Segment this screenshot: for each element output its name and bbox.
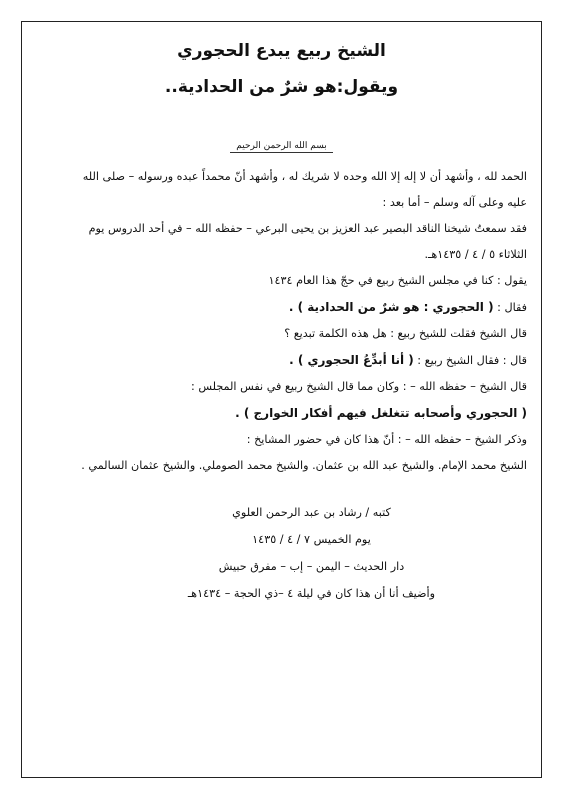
body-line: يقول : كنا في مجلس الشيخ ربيع في حجّ هذا العام ١٤٣٤ bbox=[268, 274, 527, 287]
basmala-text: بسم الله الرحمن الرحيم bbox=[230, 140, 332, 153]
document bbox=[36, 40, 527, 607]
signature-line: يوم الخميس ٧ / ٤ / ١٤٣٥ bbox=[252, 533, 371, 546]
body-line: الحمد لله ، وأشهد أن لا إله إلا الله وحده لا شريك له ، وأشهد أنّ محمداً عبده ورسوله – صلى الله bbox=[82, 170, 527, 183]
body-line: الشيخ محمد الإمام. والشيخ عبد الله بن عثمان. والشيخ محمد الصوملي. والشيخ عثمان السالمي . bbox=[81, 459, 527, 472]
title-line-2: ويقول:هو شرٌ من الحدادية.. bbox=[164, 77, 399, 97]
body-line: الثلاثاء ٥ / ٤ / ١٤٣٥هـ. bbox=[424, 248, 527, 261]
body-line-prefix: فقال : bbox=[497, 301, 527, 314]
body-line-prefix: قال : فقال الشيخ ربيع : bbox=[417, 354, 527, 367]
signature-block bbox=[36, 499, 527, 607]
body-line bbox=[36, 294, 527, 321]
body-line bbox=[36, 347, 527, 374]
basmala-calligraphy bbox=[36, 140, 527, 158]
quote-text: ( أنا أبدِّعُ الحجوري ) . bbox=[289, 353, 414, 367]
signature-line: كتبه / رشاد بن عبد الرحمن العلوي bbox=[232, 506, 391, 519]
document-body bbox=[36, 164, 527, 479]
title-line-1: الشيخ ربيع يبدع الحجوري bbox=[177, 41, 386, 61]
quote-text: ( الحجوري : هو شرٌ من الحدادية ) . bbox=[288, 300, 494, 314]
body-line: قال الشيخ – حفظه الله – : وكان مما قال الشيخ ربيع في نفس المجلس : bbox=[191, 380, 527, 393]
body-line: فقد سمعتُ شيخنا الناقد البصير عبد العزيز بن يحيى البرعي – حفظه الله – في أحد الدروس يوم bbox=[88, 222, 527, 235]
signature-line: دار الحديث – اليمن – إب – مفرق حبيش bbox=[218, 560, 405, 573]
quote-text: ( الحجوري وأصحابه تتغلغل فيهم أفكار الخوارج ) . bbox=[235, 406, 527, 420]
body-line bbox=[36, 400, 527, 427]
signature-line: وأضيف أنا أن هذا كان في ليلة ٤ –ذي الحجة – ١٤٣٤هـ bbox=[187, 587, 436, 600]
body-line: عليه وعلى آله وسلم – أما بعد : bbox=[382, 196, 527, 209]
body-line: قال الشيخ فقلت للشيخ ربيع : هل هذه الكلمة تبديع ؟ bbox=[284, 327, 527, 340]
body-line: وذكر الشيخ – حفظه الله – : أنّ هذا كان في حضور المشايخ : bbox=[246, 433, 527, 446]
